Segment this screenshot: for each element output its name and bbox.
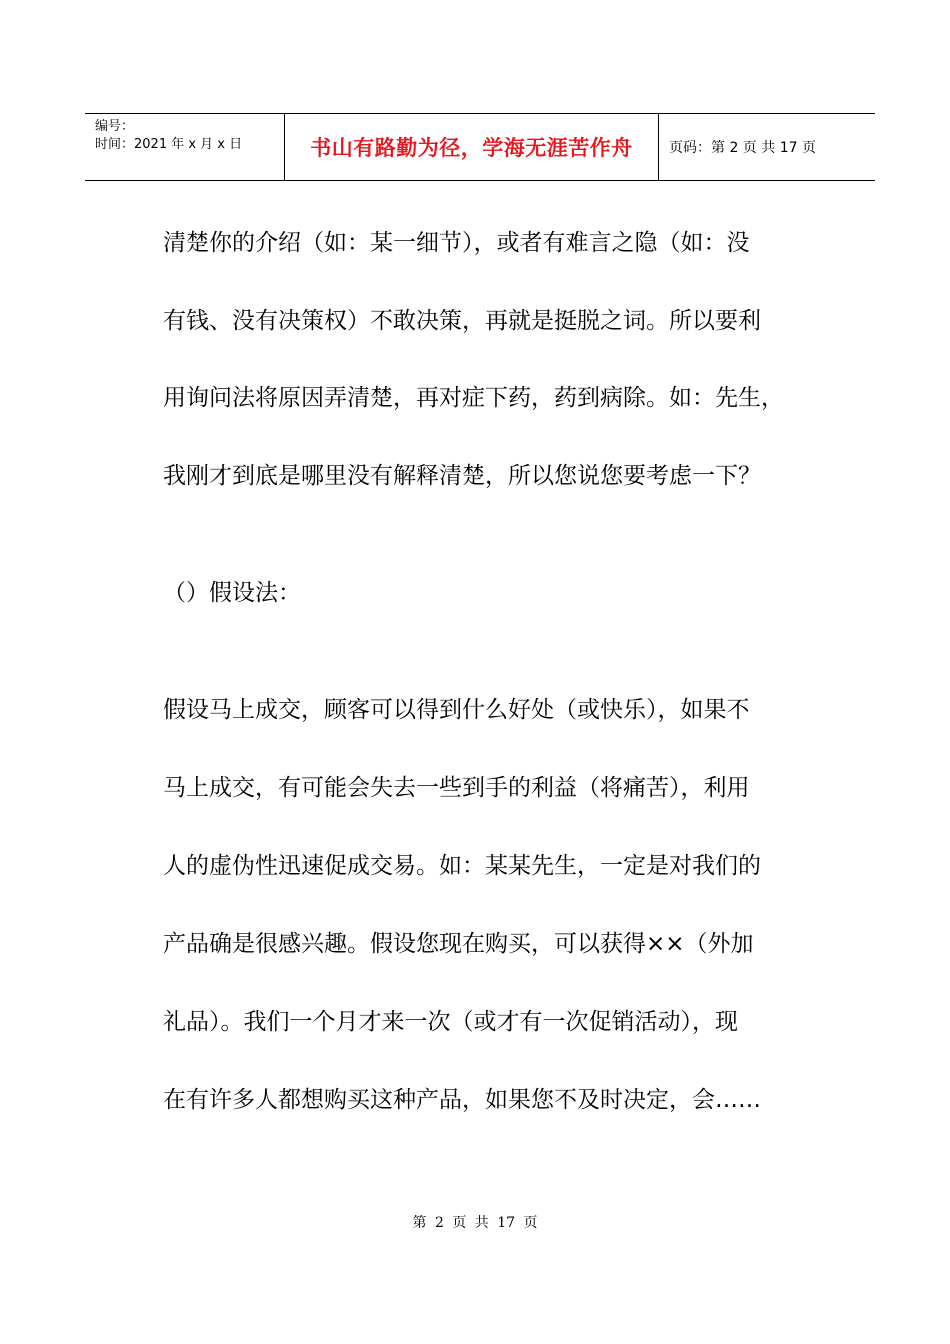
body-line: 礼品）。我们一个月才来一次（或才有一次促销活动），现 — [163, 1009, 738, 1035]
header-page-info: 页码：第 2 页 共 17 页 — [669, 140, 816, 156]
body-line: 用询问法将原因弄清楚，再对症下药，药到病除。如：先生， — [163, 385, 784, 411]
body-line: 我刚才到底是哪里没有解释清楚，所以您说您要考虑一下？ — [163, 463, 761, 489]
body-line: 产品确是很感兴趣。假设您现在购买，可以获得××（外加 — [163, 931, 754, 957]
page-footer: 第 2 页 共 17 页 — [412, 1215, 538, 1231]
document-time-label: 时间：2021 年 x 月 x 日 — [95, 137, 243, 152]
document-header — [85, 113, 875, 181]
header-page-cell — [659, 114, 875, 180]
document-number-label: 编号： — [95, 119, 135, 134]
body-line: 假设马上成交，顾客可以得到什么好处（或快乐），如果不 — [163, 697, 750, 723]
body-line: 清楚你的介绍（如：某一细节），或者有难言之隐（如：没 — [163, 230, 750, 256]
body-line: 人的虚伪性迅速促成交易。如：某某先生，一定是对我们的 — [163, 853, 761, 879]
header-meta-cell — [85, 114, 285, 180]
header-motto: 书山有路勤为径，学海无涯苦作舟 — [310, 136, 633, 160]
header-motto-cell — [285, 114, 659, 180]
body-line: 有钱、没有决策权）不敢决策，再就是挺脱之词。所以要利 — [163, 308, 761, 334]
body-line: 马上成交，有可能会失去一些到手的利益（将痛苦），利用 — [163, 775, 750, 801]
section-heading: （）假设法： — [163, 580, 301, 606]
body-line: 在有许多人都想购买这种产品，如果您不及时决定，会…… — [163, 1087, 761, 1113]
